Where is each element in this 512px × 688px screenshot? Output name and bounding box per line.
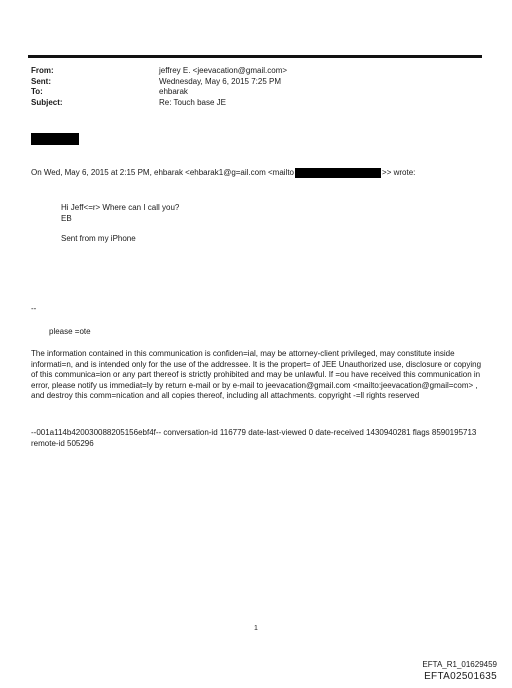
quoted-line-greeting: Hi Jeff<=r> Where can I call you? — [61, 203, 180, 212]
efta-id-small: EFTA_R1_01629459 — [422, 660, 497, 669]
to-label: To: — [31, 87, 43, 97]
header-rule — [28, 55, 482, 58]
from-row — [31, 66, 287, 77]
redaction-block — [31, 133, 79, 145]
to-value: ehbarak — [159, 87, 188, 97]
please-note: please =ote — [49, 327, 91, 336]
sent-value: Wednesday, May 6, 2015 7:25 PM — [159, 76, 281, 86]
message-metadata: --001a114b420030088205156ebf4f-- conversation-id 116779 date-last-viewed 0 date-received 1430940281 flags 8590195713 remote-id 505296 — [31, 428, 477, 448]
redaction-inline — [295, 168, 381, 178]
subject-label: Subject: — [31, 97, 63, 107]
from-label: From: — [31, 66, 54, 75]
page-number: 1 — [254, 625, 258, 632]
to-row — [31, 87, 287, 98]
efta-id-large: EFTA02501635 — [424, 671, 497, 682]
email-header — [31, 66, 287, 108]
subject-value: Re: Touch base JE — [159, 97, 227, 107]
sent-row — [31, 77, 287, 88]
quoted-line-sent-from: Sent from my iPhone — [61, 234, 136, 244]
confidentiality-disclaimer: The information contained in this communication is confiden=ial, may be attorney-client privileged, may constitute inside informati=n, and is intended only for the use of the addressee. It is the propert= of JEE Unauthorized use, disclosure or copying of this communica=ion or any part thereof is strictly prohibited and may be unlawful. If =ou have received this communication in error, please notify us immediat=ly by return e-mail or by e-mail to jeevacation@gmail.com <mailto:jeevacation@gmail=com> , and destroy this comm=nication and all copies thereof, including all attachments. copyright -=ll rights reserved — [31, 349, 482, 401]
quoted-line-initials: EB — [61, 213, 72, 223]
reply-attribution-prefix: On Wed, May 6, 2015 at 2:15 PM, ehbarak <ehbarak1@g=ail.com <mailto — [31, 168, 295, 177]
signature-separator: -- — [31, 304, 37, 313]
sent-label: Sent: — [31, 76, 51, 86]
from-value: jeffrey E. <jeevacation@gmail.com> — [159, 66, 288, 75]
quoted-message — [61, 203, 179, 245]
subject-row — [31, 98, 287, 109]
reply-attribution-suffix: >> wrote: — [382, 168, 416, 177]
reply-attribution — [31, 168, 415, 179]
